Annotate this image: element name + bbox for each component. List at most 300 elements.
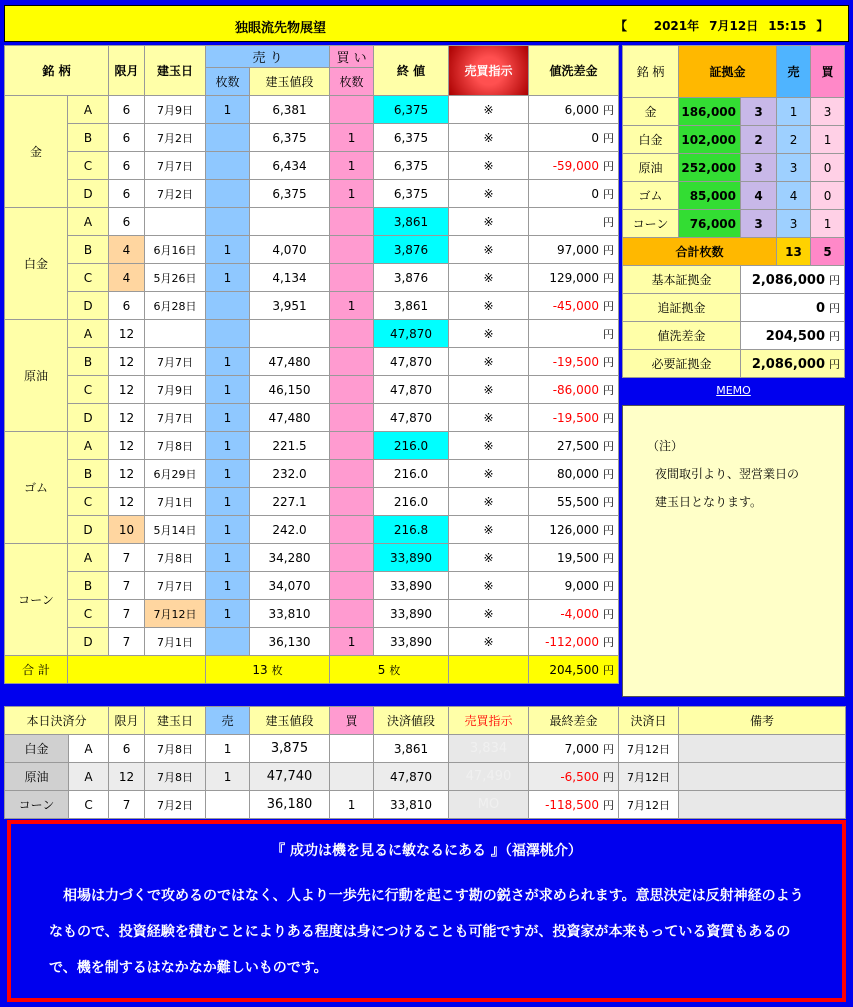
settled-final: [529, 735, 619, 763]
entry-date: 7月8日: [145, 544, 206, 572]
diff-amount: 27,500: [557, 438, 600, 453]
yen-unit: 円: [603, 159, 615, 173]
total-label: 合 計: [5, 656, 68, 684]
settled-row: [5, 763, 846, 791]
settled-sdate: 7月12日: [619, 791, 679, 819]
entry-price: 227.1: [250, 488, 330, 516]
position-row: [5, 96, 619, 124]
sell-count: 1: [206, 264, 250, 292]
contract-month: 6: [109, 292, 145, 320]
entry-price: 3,951: [250, 292, 330, 320]
diff-value: [529, 572, 619, 600]
position-row: [5, 292, 619, 320]
row-key: D: [68, 516, 109, 544]
diff-value: [529, 404, 619, 432]
entry-price: 232.0: [250, 460, 330, 488]
sell-count: [206, 208, 250, 236]
entry-price: 47,480: [250, 348, 330, 376]
brand-name: ゴム: [5, 432, 68, 544]
settled-buy: [330, 763, 374, 791]
margin-brand: コーン: [623, 210, 679, 238]
settled-final-amount: 7,000: [564, 741, 600, 756]
close-price: 33,890: [374, 600, 449, 628]
buy-count: 1: [330, 292, 374, 320]
time: 15:15: [768, 19, 807, 33]
yen-unit: 円: [603, 355, 615, 369]
memo-line-3: 建玉日となります。: [655, 495, 763, 509]
settled-sell: 1: [206, 735, 250, 763]
yen-unit: 円: [603, 495, 615, 509]
yen-unit: 円: [603, 411, 615, 425]
settled-note: [679, 791, 846, 819]
contract-month: 7: [109, 600, 145, 628]
row-key: D: [68, 292, 109, 320]
summary-amount: 2,086,000: [751, 356, 826, 372]
date: 7月12日: [709, 19, 759, 33]
yen-unit: 円: [603, 327, 615, 341]
contract-month: 6: [109, 180, 145, 208]
bracket-open: 【: [615, 19, 628, 33]
row-key: C: [68, 600, 109, 628]
entry-price: 46,150: [250, 376, 330, 404]
buy-count: [330, 348, 374, 376]
diff-amount: -86,000: [552, 382, 600, 397]
position-row: [5, 628, 619, 656]
buy-count: 1: [330, 152, 374, 180]
sell-count: 1: [206, 376, 250, 404]
diff-value: [529, 180, 619, 208]
total-lots-sell: 13: [777, 238, 811, 266]
diff-value: [529, 376, 619, 404]
row-key: B: [68, 460, 109, 488]
diff-value: [529, 516, 619, 544]
contract-month: 6: [109, 96, 145, 124]
settled-col-section: 本日決済分: [5, 707, 109, 735]
instruction-button[interactable]: 売買指示: [449, 46, 529, 96]
settled-settle: 3,861: [374, 735, 449, 763]
margin-lots: 2: [741, 126, 777, 154]
buy-count: [330, 516, 374, 544]
close-price: 6,375: [374, 96, 449, 124]
entry-date: [145, 208, 206, 236]
entry-date: 7月7日: [145, 152, 206, 180]
yen-unit: 円: [603, 523, 615, 537]
settled-note: [679, 763, 846, 791]
margin-buy: 1: [811, 210, 845, 238]
summary-value: [741, 350, 845, 378]
entry-price: 6,375: [250, 180, 330, 208]
row-key: C: [68, 152, 109, 180]
margin-lots: 3: [741, 210, 777, 238]
entry-price: 6,434: [250, 152, 330, 180]
entry-date: 7月12日: [145, 600, 206, 628]
title-bar: [4, 5, 849, 42]
summary-label: 基本証拠金: [623, 266, 741, 294]
contract-month: 12: [109, 376, 145, 404]
positions-table: [4, 45, 619, 684]
buy-count: [330, 320, 374, 348]
margin-buy: 3: [811, 98, 845, 126]
summary-amount: 2,086,000: [751, 272, 826, 288]
instruction: ※: [449, 208, 529, 236]
diff-amount: 9,000: [564, 578, 600, 593]
margin-amount: 252,000: [679, 154, 741, 182]
entry-date: 7月9日: [145, 96, 206, 124]
entry-date: 6月16日: [145, 236, 206, 264]
position-row: [5, 572, 619, 600]
margin-lots: 3: [741, 154, 777, 182]
instruction: ※: [449, 488, 529, 516]
memo-line-2: 夜間取引より、翌営業日の: [655, 467, 800, 481]
margin-amount: 186,000: [679, 98, 741, 126]
memo-line-1: （注）: [647, 439, 684, 453]
summary-amount: 0: [815, 300, 826, 316]
settled-col-price: 建玉値段: [250, 707, 330, 735]
settled-col-date: 建玉日: [145, 707, 206, 735]
diff-value: [529, 488, 619, 516]
diff-amount: -4,000: [560, 606, 600, 621]
summary-amount: 204,500: [765, 328, 826, 344]
margin-brand: 金: [623, 98, 679, 126]
settled-key: A: [69, 735, 109, 763]
settled-brand: コーン: [5, 791, 69, 819]
margin-row: [623, 154, 845, 182]
sell-count: [206, 124, 250, 152]
diff-value: [529, 292, 619, 320]
contract-month: 12: [109, 348, 145, 376]
buy-count: [330, 488, 374, 516]
entry-price: 221.5: [250, 432, 330, 460]
instruction: ※: [449, 124, 529, 152]
instruction: ※: [449, 516, 529, 544]
quote-body: 相場は力づくで攻めるのではなく、人より一歩先に行動を起こす勘の鋭さが求められます。意思決定は反射神経のようなもので、投資経験を積むことによりある程度は身につけることも可能ですが、投資家が本来もっている資質もあるので、機を制するはなかなか難しいものです。: [49, 888, 804, 976]
settled-settle: 33,810: [374, 791, 449, 819]
position-row: [5, 600, 619, 628]
brand-name: 原油: [5, 320, 68, 432]
settled-row: [5, 791, 846, 819]
contract-month: 6: [109, 152, 145, 180]
yen-unit: 円: [603, 439, 615, 453]
contract-month: 7: [109, 628, 145, 656]
quote-box: [7, 820, 846, 1002]
instruction: ※: [449, 292, 529, 320]
summary-row: [623, 322, 845, 350]
buy-count: 1: [330, 124, 374, 152]
position-row: [5, 152, 619, 180]
instruction: ※: [449, 236, 529, 264]
memo-link[interactable]: MEMO: [622, 379, 845, 403]
summary-label: 必要証拠金: [623, 350, 741, 378]
col-sell: 売 り: [206, 46, 330, 68]
close-price: 33,890: [374, 628, 449, 656]
entry-price: 47,480: [250, 404, 330, 432]
brand-name: コーン: [5, 544, 68, 656]
sell-count: 1: [206, 516, 250, 544]
diff-amount: 80,000: [557, 466, 600, 481]
settled-instruction: 47,490: [449, 763, 529, 791]
instruction: ※: [449, 544, 529, 572]
total-amount: 204,500: [549, 662, 600, 677]
close-price: 3,876: [374, 236, 449, 264]
total-row: [5, 656, 619, 684]
settled-row: [5, 735, 846, 763]
margin-col-margin: 証拠金: [679, 46, 777, 98]
buy-count: [330, 264, 374, 292]
entry-date: 7月7日: [145, 348, 206, 376]
sell-count: [206, 180, 250, 208]
settled-key: C: [69, 791, 109, 819]
contract-month: 4: [109, 264, 145, 292]
sell-count: [206, 152, 250, 180]
row-key: A: [68, 544, 109, 572]
margin-table: [622, 45, 845, 378]
row-key: A: [68, 432, 109, 460]
settled-date: 7月8日: [145, 735, 206, 763]
summary-label: 追証拠金: [623, 294, 741, 322]
settled-sdate: 7月12日: [619, 763, 679, 791]
total-lots-buy: 5: [811, 238, 845, 266]
yen-unit: 円: [603, 383, 615, 397]
margin-brand: 白金: [623, 126, 679, 154]
contract-month: 7: [109, 544, 145, 572]
diff-value: [529, 320, 619, 348]
total-sell: [206, 656, 330, 684]
col-sell-count: 枚数: [206, 68, 250, 96]
brand-name: 金: [5, 96, 68, 208]
entry-price: [250, 320, 330, 348]
close-price: 216.0: [374, 488, 449, 516]
summary-yen: 円: [829, 301, 841, 315]
buy-count: [330, 460, 374, 488]
sell-count: 1: [206, 460, 250, 488]
instruction: ※: [449, 348, 529, 376]
position-row: [5, 320, 619, 348]
position-row: [5, 376, 619, 404]
entry-date: 5月26日: [145, 264, 206, 292]
margin-row: [623, 126, 845, 154]
diff-value: [529, 600, 619, 628]
diff-amount: -45,000: [552, 298, 600, 313]
summary-label: 値洗差金: [623, 322, 741, 350]
buy-count: [330, 600, 374, 628]
diff-amount: 0: [591, 130, 600, 145]
diff-value: [529, 236, 619, 264]
settled-settle: 47,870: [374, 763, 449, 791]
entry-price: 34,070: [250, 572, 330, 600]
row-key: A: [68, 320, 109, 348]
settled-note: [679, 735, 846, 763]
col-buy-count: 枚数: [330, 68, 374, 96]
close-price: 6,375: [374, 180, 449, 208]
close-price: 216.0: [374, 432, 449, 460]
settled-price: 36,180: [250, 791, 330, 819]
margin-sell: 4: [777, 182, 811, 210]
position-row: [5, 208, 619, 236]
position-row: [5, 404, 619, 432]
diff-amount: -59,000: [552, 158, 600, 173]
total-value: [529, 656, 619, 684]
row-key: B: [68, 572, 109, 600]
entry-date: [145, 320, 206, 348]
bracket-close: 】: [816, 19, 829, 33]
row-key: C: [68, 376, 109, 404]
margin-col-sell: 売: [777, 46, 811, 98]
buy-count: [330, 404, 374, 432]
summary-value: [741, 266, 845, 294]
contract-month: 4: [109, 236, 145, 264]
total-buy-unit: 枚: [389, 663, 401, 677]
margin-amount: 76,000: [679, 210, 741, 238]
diff-value: [529, 264, 619, 292]
yen-unit: 円: [603, 635, 615, 649]
margin-lots: 4: [741, 182, 777, 210]
settled-final-yen: 円: [603, 742, 615, 756]
settled-table: [4, 706, 846, 819]
settled-col-settle: 決済値段: [374, 707, 449, 735]
total-sell-unit: 枚: [271, 663, 283, 677]
entry-date: 6月28日: [145, 292, 206, 320]
year: 2021年: [653, 19, 700, 33]
contract-month: 12: [109, 320, 145, 348]
diff-value: [529, 432, 619, 460]
settled-sell: [206, 791, 250, 819]
instruction: ※: [449, 180, 529, 208]
margin-amount: 85,000: [679, 182, 741, 210]
close-price: 6,375: [374, 152, 449, 180]
position-row: [5, 544, 619, 572]
yen-unit: 円: [603, 131, 615, 145]
close-price: 33,890: [374, 544, 449, 572]
settled-instruction: 3,834: [449, 735, 529, 763]
buy-count: [330, 432, 374, 460]
diff-amount: 19,500: [557, 550, 600, 565]
buy-count: 1: [330, 628, 374, 656]
diff-amount: -112,000: [545, 634, 600, 649]
col-close: 終 値: [374, 46, 449, 96]
entry-date: 7月7日: [145, 404, 206, 432]
sell-count: 1: [206, 488, 250, 516]
settled-col-sdate: 決済日: [619, 707, 679, 735]
position-row: [5, 516, 619, 544]
contract-month: 12: [109, 460, 145, 488]
summary-yen: 円: [829, 329, 841, 343]
close-price: 6,375: [374, 124, 449, 152]
row-key: B: [68, 348, 109, 376]
diff-value: [529, 628, 619, 656]
settled-final-yen: 円: [603, 770, 615, 784]
settled-brand: 原油: [5, 763, 69, 791]
total-buy: [330, 656, 449, 684]
row-key: D: [68, 180, 109, 208]
summary-yen: 円: [829, 273, 841, 287]
total-sell-value: 13: [252, 662, 268, 677]
margin-buy: 0: [811, 182, 845, 210]
position-row: [5, 180, 619, 208]
settled-col-note: 備考: [679, 707, 846, 735]
yen-unit: 円: [603, 215, 615, 229]
buy-count: [330, 376, 374, 404]
memo-box: [622, 405, 845, 697]
diff-value: [529, 96, 619, 124]
sell-count: 1: [206, 544, 250, 572]
margin-brand: 原油: [623, 154, 679, 182]
row-key: C: [68, 488, 109, 516]
total-lots-row: [623, 238, 845, 266]
settled-final: [529, 763, 619, 791]
contract-month: 6: [109, 124, 145, 152]
diff-amount: 129,000: [549, 270, 600, 285]
settled-buy: 1: [330, 791, 374, 819]
close-price: 47,870: [374, 404, 449, 432]
instruction: ※: [449, 96, 529, 124]
summary-yen: 円: [829, 357, 841, 371]
col-month: 限月: [109, 46, 145, 96]
position-row: [5, 432, 619, 460]
buy-count: [330, 572, 374, 600]
close-price: 216.0: [374, 460, 449, 488]
col-diff: 値洗差金: [529, 46, 619, 96]
margin-brand: ゴム: [623, 182, 679, 210]
total-buy-value: 5: [377, 662, 386, 677]
settled-col-instr: 売買指示: [449, 707, 529, 735]
sell-count: 1: [206, 432, 250, 460]
sell-count: 1: [206, 572, 250, 600]
diff-value: [529, 152, 619, 180]
diff-amount: 126,000: [549, 522, 600, 537]
settled-col-sell: 売: [206, 707, 250, 735]
entry-price: 6,375: [250, 124, 330, 152]
diff-value: [529, 348, 619, 376]
settled-sdate: 7月12日: [619, 735, 679, 763]
margin-buy: 1: [811, 126, 845, 154]
margin-col-brand: 銘 柄: [623, 46, 679, 98]
page-title: 独眼流先物展望: [235, 21, 327, 36]
total-spacer: [68, 656, 206, 684]
diff-amount: -19,500: [552, 410, 600, 425]
buy-count: 1: [330, 180, 374, 208]
yen-unit: 円: [603, 607, 615, 621]
entry-date: 7月1日: [145, 488, 206, 516]
entry-date: 5月14日: [145, 516, 206, 544]
contract-month: 12: [109, 488, 145, 516]
entry-price: 6,381: [250, 96, 330, 124]
brand-name: 白金: [5, 208, 68, 320]
settled-final-amount: -118,500: [545, 797, 600, 812]
entry-date: 7月7日: [145, 572, 206, 600]
margin-row: [623, 210, 845, 238]
settled-price: 47,740: [250, 763, 330, 791]
datetime: [615, 17, 838, 34]
diff-amount: 0: [591, 186, 600, 201]
close-price: 47,870: [374, 348, 449, 376]
summary-row: [623, 294, 845, 322]
col-brand: 銘 柄: [5, 46, 109, 96]
settled-month: 12: [109, 763, 145, 791]
entry-price: 242.0: [250, 516, 330, 544]
entry-price: [250, 208, 330, 236]
contract-month: 10: [109, 516, 145, 544]
entry-date: 6月29日: [145, 460, 206, 488]
contract-month: 12: [109, 404, 145, 432]
settled-month: 7: [109, 791, 145, 819]
instruction: ※: [449, 320, 529, 348]
row-key: A: [68, 96, 109, 124]
instruction: ※: [449, 152, 529, 180]
entry-date: 7月2日: [145, 124, 206, 152]
margin-amount: 102,000: [679, 126, 741, 154]
sell-count: 1: [206, 348, 250, 376]
instruction: ※: [449, 572, 529, 600]
